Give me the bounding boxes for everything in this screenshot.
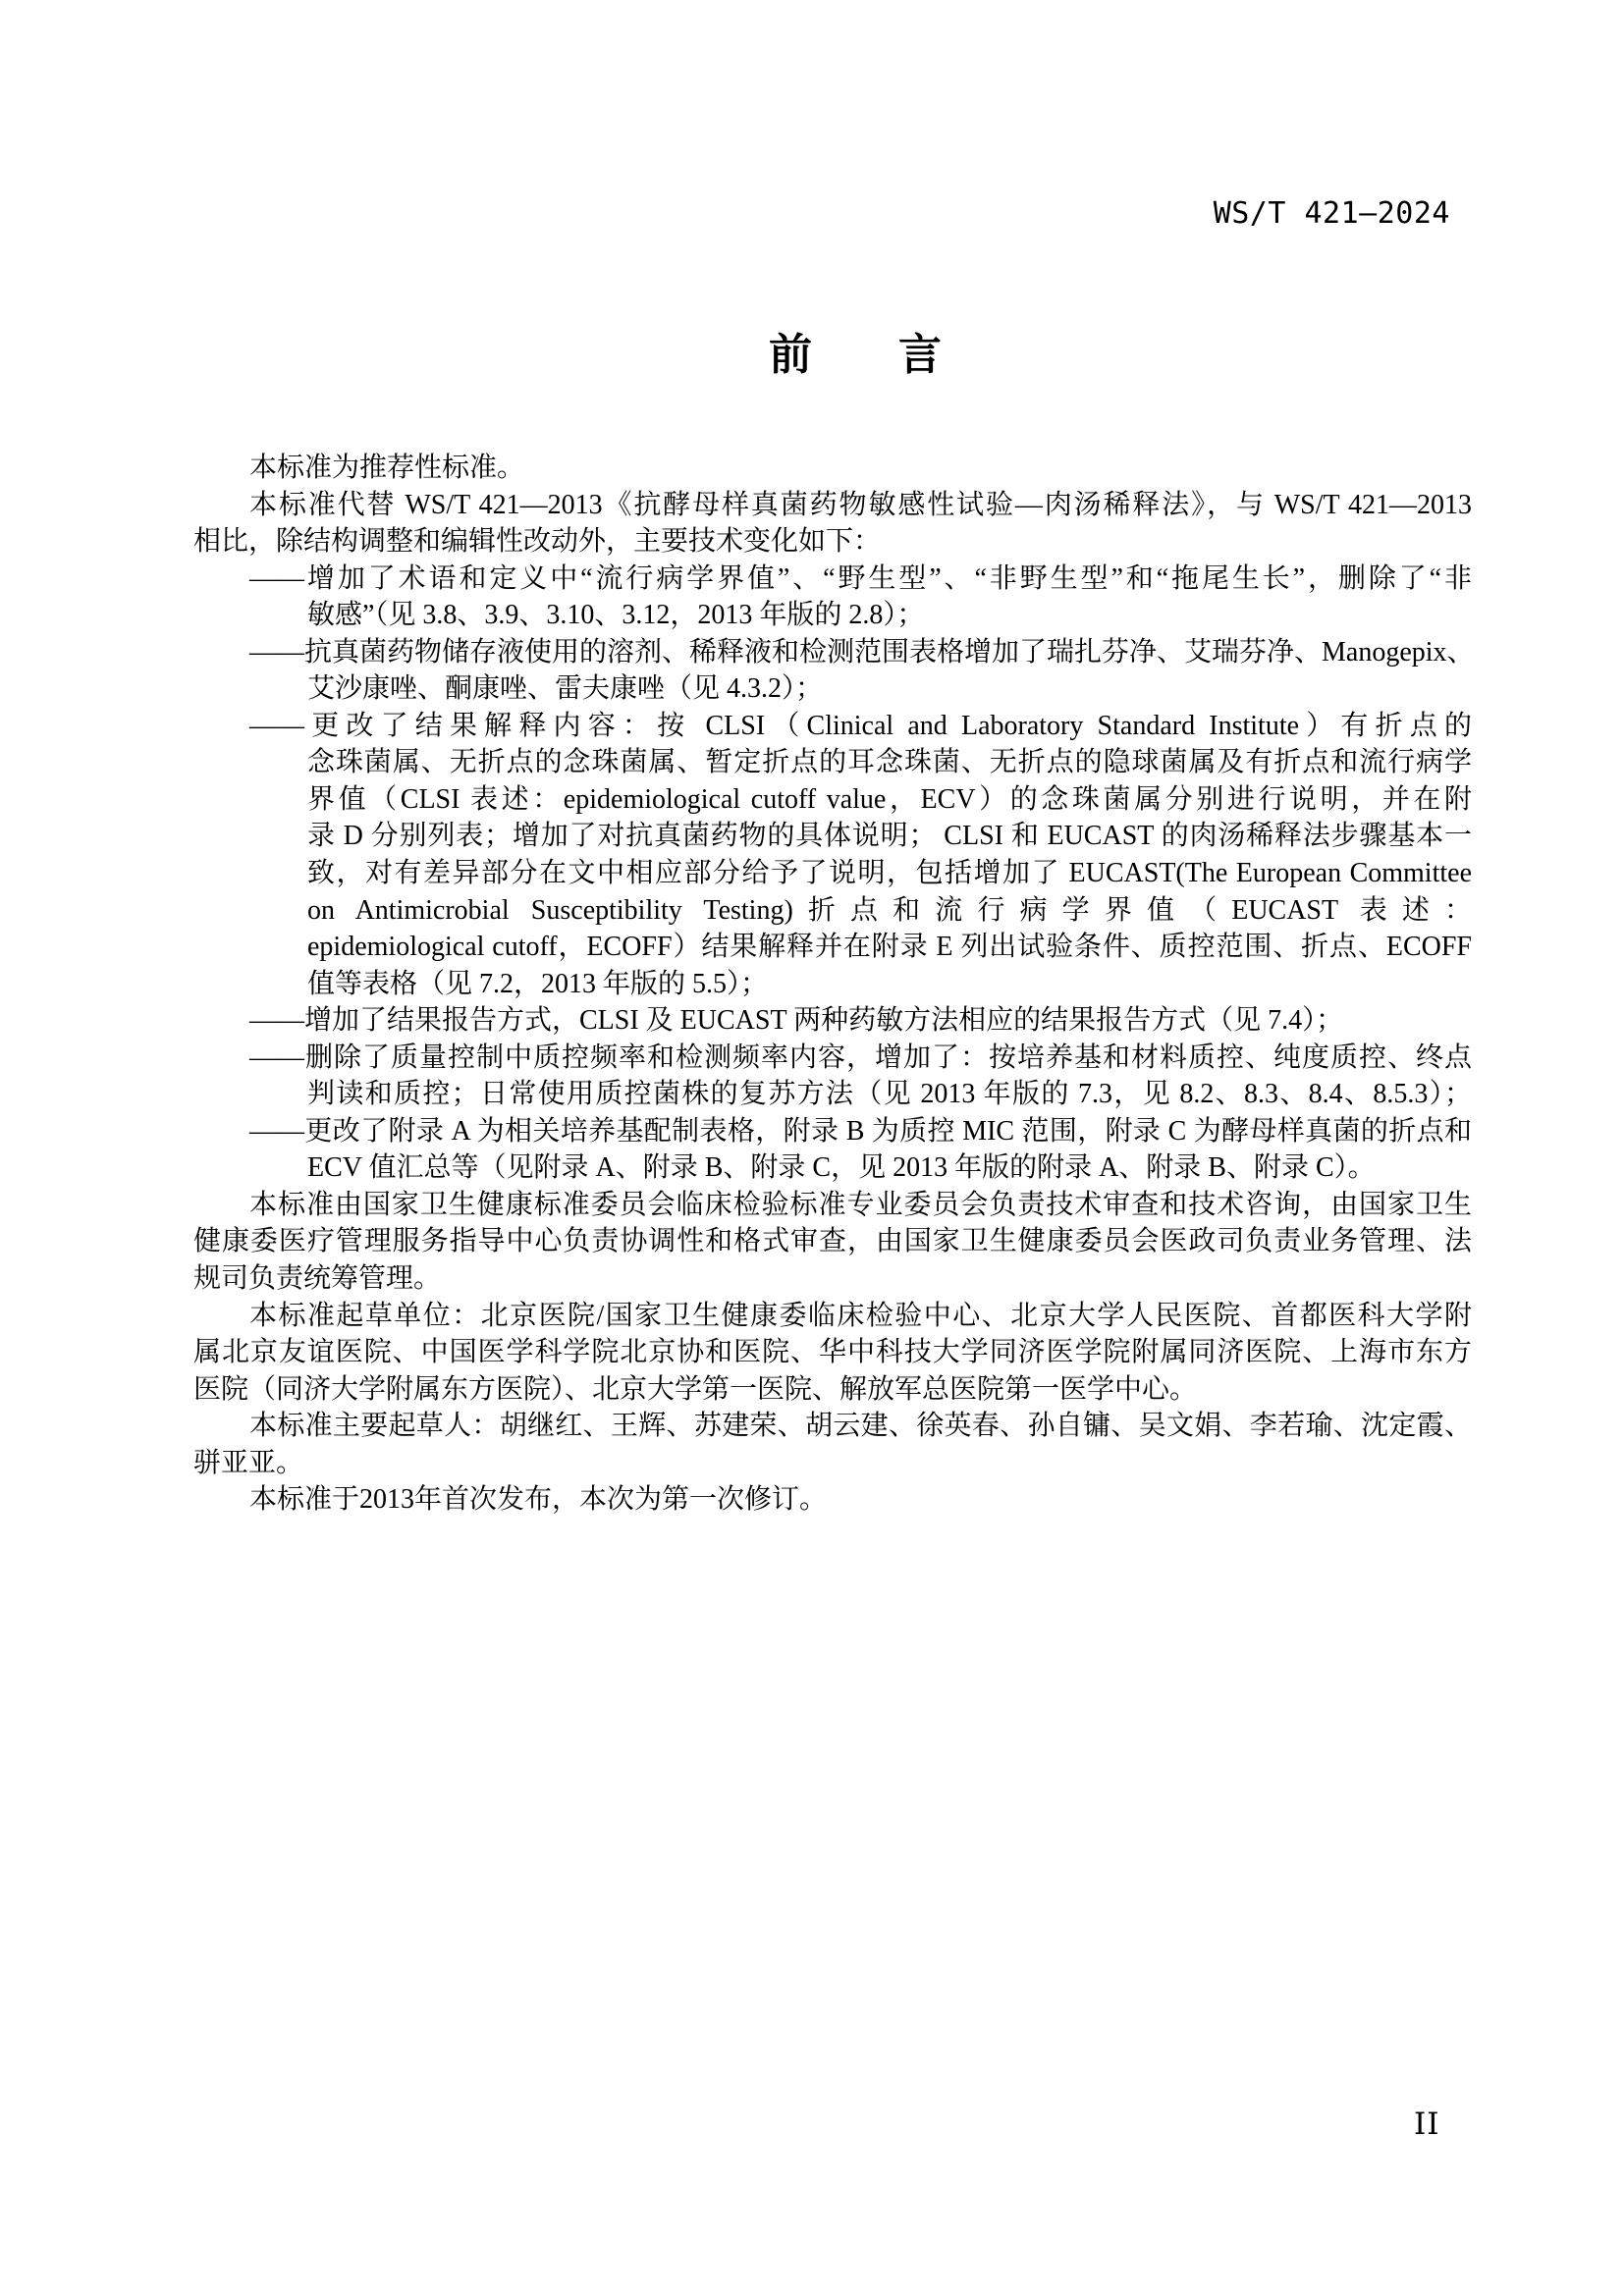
text-line: on Antimicrobial Susceptibility Testing)折点和流行病学界值（EUCAST 表述： bbox=[307, 894, 1472, 926]
text-line: 本标准起草单位：北京医院/国家卫生健康委临床检验中心、北京大学人民医院、首都医科大学附 bbox=[249, 1300, 1472, 1331]
text-line: ——更改了结果解释内容：按 CLSI（Clinical and Laboratory Standard Institute）有折点的 bbox=[249, 710, 1472, 741]
text-line: 相比，除结构调整和编辑性改动外，主要技术变化如下： bbox=[193, 526, 882, 558]
text-line: 骈亚亚。 bbox=[193, 1447, 304, 1478]
text-line: 念珠菌属、无折点的念珠菌属、暂定折点的耳念珠菌、无折点的隐球菌属及有折点和流行病学 bbox=[307, 747, 1472, 778]
foreword-body bbox=[193, 450, 1475, 1519]
text-line: 健康委医疗管理服务指导中心负责协调性和格式审查，由国家卫生健康委员会医政司负责业务管理、法 bbox=[193, 1226, 1472, 1257]
text-line: 属北京友谊医院、中国医学科学院北京协和医院、华中科技大学同济医学院附属同济医院、上海市东方 bbox=[193, 1337, 1472, 1368]
text-line: 录 D 分别列表；增加了对抗真菌药物的具体说明； CLSI 和 EUCAST 的肉汤稀释法步骤基本一 bbox=[307, 821, 1472, 852]
text-line: ——增加了术语和定义中“流行病学界值”、“野生型”、“非野生型”和“拖尾生长”，删除了“非 bbox=[249, 562, 1472, 594]
text-line: 界值（CLSI 表述：epidemiological cutoff value，ECV）的念珠菌属分别进行说明，并在附 bbox=[307, 783, 1472, 815]
text-line: ——抗真菌药物储存液使用的溶剂、稀释液和检测范围表格增加了瑞扎芬净、艾瑞芬净、Manogepix、 bbox=[249, 636, 1475, 667]
text-line: 判读和质控；日常使用质控菌株的复苏方法（见 2013 年版的 7.3，见 8.2、8.3、8.4、8.5.3）； bbox=[307, 1079, 1472, 1110]
text-line: ——更改了附录 A 为相关培养基配制表格，附录 B 为质控 MIC 范围，附录 C 为酵母样真菌的折点和 bbox=[249, 1115, 1472, 1147]
text-line: 本标准由国家卫生健康标准委员会临床检验标准专业委员会负责技术审查和技术咨询，由国家卫生 bbox=[249, 1189, 1472, 1220]
text-line: epidemiological cutoff，ECOFF）结果解释并在附录 E 列出试验条件、质控范围、折点、ECOFF bbox=[307, 932, 1472, 963]
text-line: ECV 值汇总等（见附录 A、附录 B、附录 C，见 2013 年版的附录 A、附录 B、附录 C）。 bbox=[307, 1152, 1376, 1184]
text-line: 致，对有差异部分在文中相应部分给予了说明，包括增加了 EUCAST(The European Committee bbox=[307, 858, 1472, 889]
page-number: II bbox=[1414, 2107, 1440, 2142]
text-line: 敏感”（见 3.8、3.9、3.10、3.12，2013 年版的 2.8）； bbox=[307, 600, 925, 631]
text-line: ——删除了质量控制中质控频率和检测频率内容，增加了：按培养基和材料质控、纯度质控、终点 bbox=[249, 1041, 1472, 1073]
text-line: 本标准代替 WS/T 421—2013《抗酵母样真菌药物敏感性试验—肉汤稀释法》，与 WS/T 421—2013 bbox=[249, 489, 1472, 520]
text-line: 本标准主要起草人：胡继红、王辉、苏建荣、胡云建、徐英春、孙自镛、吴文娟、李若瑜、沈定霞、 bbox=[249, 1411, 1472, 1442]
text-line: 医院（同济大学附属东方医院）、北京大学第一医院、解放军总医院第一医学中心。 bbox=[193, 1373, 1198, 1405]
text-line: 本标准于2013年首次发布，本次为第一次修订。 bbox=[249, 1484, 828, 1516]
text-line: 艾沙康唑、酮康唑、雷夫康唑（见 4.3.2）； bbox=[307, 673, 824, 705]
text-line: 本标准为推荐性标准。 bbox=[249, 453, 525, 483]
page-title-text: 前 言 bbox=[769, 331, 942, 379]
page-title bbox=[0, 332, 1624, 379]
standard-code: WS/T 421—2024 bbox=[1213, 196, 1450, 231]
text-line: 规司负责统筹管理。 bbox=[193, 1263, 442, 1295]
text-line: 值等表格（见 7.2，2013 年版的 5.5）； bbox=[307, 968, 769, 999]
text-line: ——增加了结果报告方式，CLSI 及 EUCAST 两种药敏方法相应的结果报告方式（见 7.4）； bbox=[249, 1005, 1344, 1037]
